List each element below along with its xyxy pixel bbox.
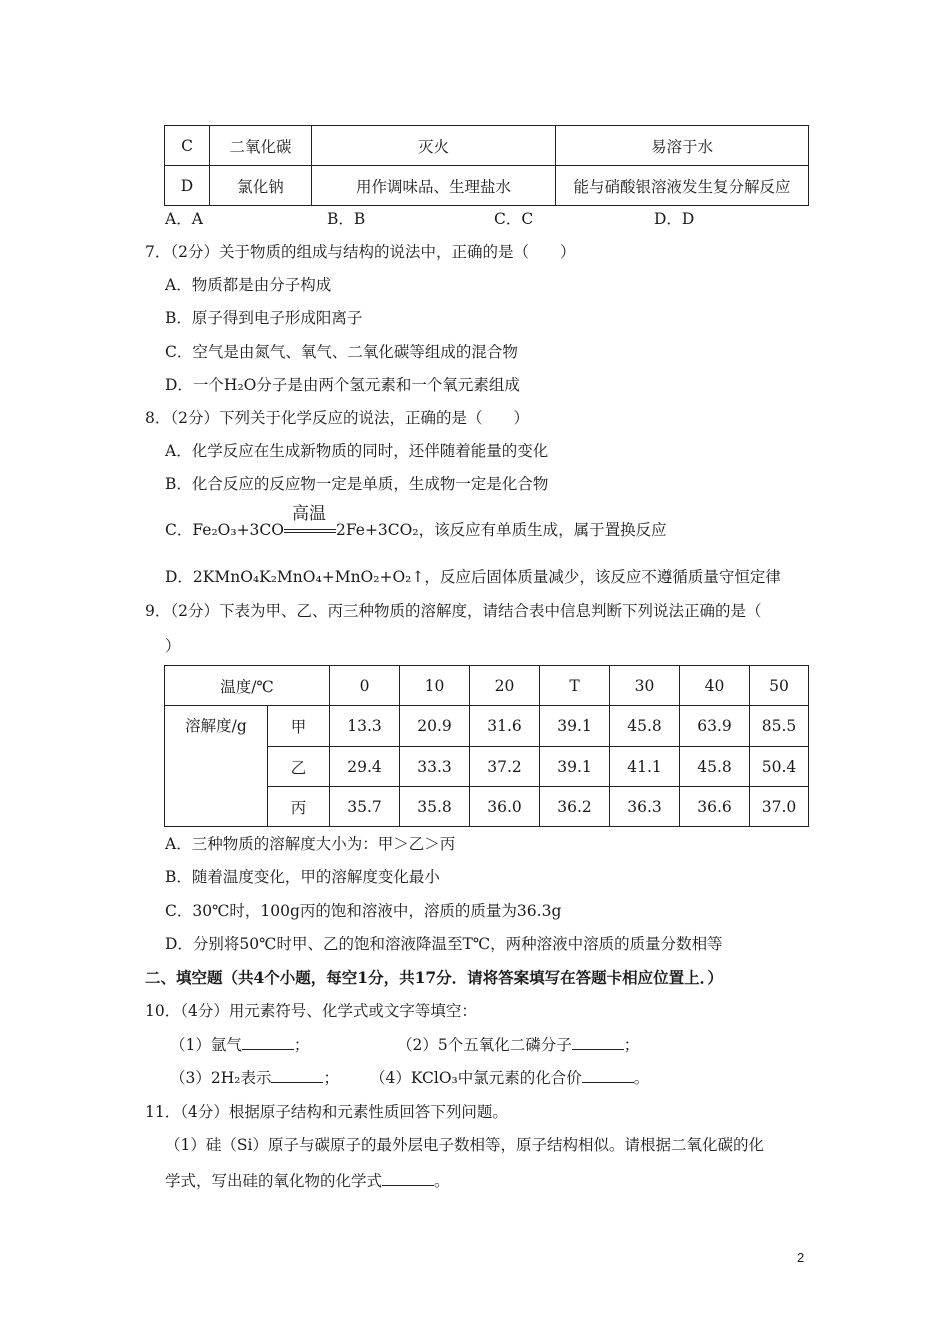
q9-stem-end: ）	[165, 637, 181, 655]
table-row	[165, 706, 809, 747]
q8-option-c	[165, 504, 667, 540]
table-cell: 乙	[268, 747, 330, 787]
q10-stem: 10．（4分）用元素符号、化学式或文字等填空：	[145, 1002, 477, 1020]
q7-option-c: C．空气是由氮气、氧气、二氧化碳等组成的混合物	[165, 343, 518, 361]
q11-part-1-line2	[165, 1171, 450, 1191]
part-end: ；	[323, 1069, 339, 1087]
reaction-condition	[284, 504, 336, 540]
q10-part-3	[170, 1068, 339, 1088]
table-cell: D	[165, 166, 210, 206]
table-cell: 易溶于水	[556, 126, 809, 166]
table-cell: C	[165, 126, 210, 166]
table-cell: 41.1	[610, 747, 680, 787]
table-cell: 50.4	[750, 747, 809, 787]
part-end: ；	[293, 1036, 310, 1054]
condition-label: 高温	[292, 504, 326, 524]
answer-blank[interactable]	[582, 1068, 634, 1083]
q10-part-2	[397, 1035, 639, 1055]
solubility-header: 溶解度/g	[165, 706, 268, 827]
solubility-table	[164, 665, 809, 827]
q11-part-1-line1: （1）硅（Si）原子与碳原子的最外层电子数相等，原子结构相似。请根据二氧化碳的化	[165, 1136, 764, 1154]
table-cell: 40	[680, 666, 750, 706]
part-end: 。	[434, 1172, 450, 1190]
q7-option-b: B．原子得到电子形成阳离子	[165, 309, 363, 327]
table-cell: 用作调味品、生理盐水	[312, 166, 556, 206]
equation-sign	[284, 529, 336, 533]
table-cell: 85.5	[750, 706, 809, 747]
table-cell: 33.3	[400, 747, 470, 787]
table-row	[165, 166, 809, 206]
choice-d: D．D	[654, 210, 695, 228]
q7-option-a: A．物质都是由分子构成	[165, 276, 332, 294]
table-header-row	[165, 666, 809, 706]
answer-blank[interactable]	[242, 1035, 294, 1050]
table-cell: 45.8	[680, 747, 750, 787]
part-label: （1）氩气	[170, 1036, 242, 1054]
q10-part-4	[370, 1068, 649, 1088]
table-cell: 35.7	[330, 787, 400, 827]
table-cell: 36.6	[680, 787, 750, 827]
part-label: 学式，写出硅的氧化物的化学式	[165, 1172, 383, 1190]
q9-option-c: C．30℃时，100g丙的饱和溶液中，溶质的质量为36.3g	[165, 902, 562, 920]
q9-option-b: B．随着温度变化，甲的溶解度变化最小	[165, 868, 440, 886]
q11-stem: 11．（4分）根据原子结构和元素性质回答下列问题。	[145, 1103, 508, 1121]
choice-b: B．B	[327, 210, 366, 228]
table-cell: 20.9	[400, 706, 470, 747]
q8-option-b: B．化合反应的反应物一定是单质，生成物一定是化合物	[165, 475, 549, 493]
q7-stem: 7．（2分）关于物质的组成与结构的说法中，正确的是（ ）	[145, 243, 576, 261]
q9-option-d: D．分别将50℃时甲、乙的饱和溶液降温至T℃，两种溶液中溶质的质量分数相等	[165, 935, 723, 953]
table-cell: 13.3	[330, 706, 400, 747]
table-cell: 20	[470, 666, 540, 706]
answer-blank[interactable]	[271, 1068, 323, 1083]
q9-stem: 9．（2分）下表为甲、乙、丙三种物质的溶解度，请结合表中信息判断下列说法正确的是（	[145, 602, 762, 620]
table-cell: 50	[750, 666, 809, 706]
table-cell: 二氧化碳	[210, 126, 312, 166]
part-end: ；	[623, 1036, 640, 1054]
table-cell: 灭火	[312, 126, 556, 166]
table-cell: 29.4	[330, 747, 400, 787]
table-cell: 39.1	[540, 706, 610, 747]
table-cell: 36.2	[540, 787, 610, 827]
table-cell: 39.1	[540, 747, 610, 787]
table-cell: 63.9	[680, 706, 750, 747]
table-cell: 45.8	[610, 706, 680, 747]
table-cell: 甲	[268, 706, 330, 747]
answer-blank[interactable]	[572, 1035, 624, 1050]
substance-table	[164, 125, 809, 206]
choice-c: C．C	[494, 210, 534, 228]
table-cell: 10	[400, 666, 470, 706]
q9-option-a: A．三种物质的溶解度大小为：甲＞乙＞丙	[165, 835, 456, 853]
table-cell: 36.0	[470, 787, 540, 827]
table-cell: 丙	[268, 787, 330, 827]
table-cell: 30	[610, 666, 680, 706]
choice-a: A．A	[165, 210, 203, 228]
part-label: （2）5个五氧化二磷分子	[397, 1036, 572, 1054]
table-cell: 37.2	[470, 747, 540, 787]
table-cell: 36.3	[610, 787, 680, 827]
table-row	[165, 126, 809, 166]
q7-option-d: D．一个H₂O分子是由两个氢元素和一个氧元素组成	[165, 376, 520, 394]
table-cell: 氯化钠	[210, 166, 312, 206]
temperature-header: 温度/℃	[165, 666, 330, 706]
q8-option-d: D．2KMnO₄K₂MnO₄+MnO₂+O₂↑，反应后固体质量减少，该反应不遵循质量守恒定律	[165, 568, 781, 586]
q8-stem: 8．（2分）下列关于化学反应的说法，正确的是（ ）	[145, 409, 529, 427]
table-cell: 能与硝酸银溶液发生复分解反应	[556, 166, 809, 206]
equation-products: 2Fe+3CO₂，该反应有单质生成，属于置换反应	[336, 521, 667, 539]
table-cell: 31.6	[470, 706, 540, 747]
table-cell: 37.0	[750, 787, 809, 827]
equation-reactants: C．Fe₂O₃+3CO	[165, 521, 284, 539]
part-label: （3）2H₂表示	[170, 1069, 272, 1087]
table-cell: 35.8	[400, 787, 470, 827]
table-cell: T	[540, 666, 610, 706]
q8-option-a: A．化学反应在生成新物质的同时，还伴随着能量的变化	[165, 442, 549, 460]
page-number: 2	[797, 1250, 805, 1265]
part-end: 。	[633, 1069, 650, 1087]
table-cell: 0	[330, 666, 400, 706]
answer-blank[interactable]	[382, 1171, 434, 1186]
part-label: （4）KClO₃中氯元素的化合价	[370, 1069, 582, 1087]
section-heading: 二、填空题（共4个小题，每空1分，共17分．请将答案填写在答题卡相应位置上．）	[145, 968, 723, 987]
q10-part-1	[170, 1035, 309, 1055]
